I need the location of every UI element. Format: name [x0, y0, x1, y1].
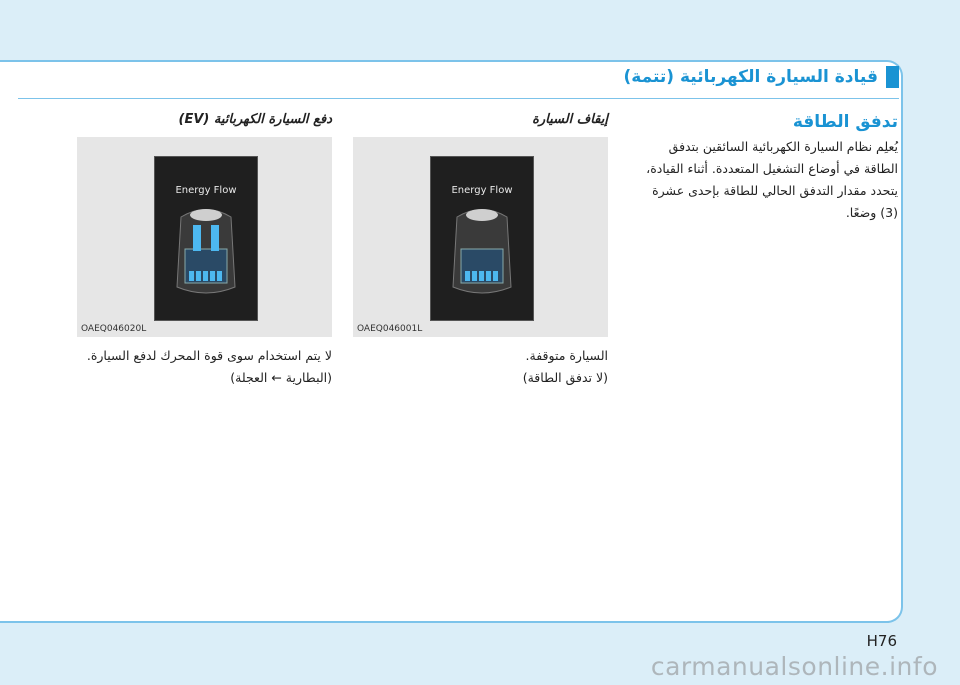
ev-propulsion-figure	[77, 137, 332, 337]
energy-flow-section	[638, 112, 898, 224]
page-number: H76	[866, 632, 897, 650]
energy-flow-heading: تدفق الطاقة	[792, 112, 898, 132]
ev-propulsion-section	[76, 112, 332, 389]
ev-propulsion-heading: دفع السيارة الكهربائية (EV)	[178, 112, 332, 127]
body-line: يُعلِم نظام السيارة الكهربائية السائقين بتدفق	[668, 139, 898, 154]
caption-line: لا يتم استخدام سوى قوة المحرك لدفع السيارة.	[86, 348, 332, 363]
watermark: carmanualsonline.info	[650, 652, 938, 681]
caption-line: السيارة متوقفة.	[525, 348, 608, 363]
figure-code: OAEQ046020L	[81, 324, 147, 334]
body-line: يتحدد مقدار التدفق الحالي للطاقة بإحدى عشرة	[652, 183, 898, 198]
screen-title: Energy Flow	[175, 185, 237, 196]
vehicle-stop-heading: إيقاف السيارة	[532, 112, 608, 127]
vehicle-stop-figure	[353, 137, 608, 337]
vehicle-stop-section	[352, 112, 608, 389]
figure-code: OAEQ046001L	[357, 324, 423, 334]
header-divider	[18, 98, 899, 99]
vehicle-stop-caption	[352, 345, 608, 389]
body-line: (3) وضعًا.	[845, 205, 898, 220]
energy-flow-screen	[430, 156, 534, 321]
ev-propulsion-caption	[76, 345, 332, 389]
header-accent-bar	[886, 66, 899, 88]
section-title: قيادة السيارة الكهربائية (تتمة)	[623, 67, 878, 87]
caption-line: (البطارية ← العجلة)	[230, 370, 332, 385]
energy-flow-body	[638, 136, 898, 224]
car-battery-diagram	[155, 157, 257, 320]
car-battery-diagram	[431, 157, 533, 320]
caption-line: (لا تدفق الطاقة)	[522, 370, 608, 385]
energy-flow-screen	[154, 156, 258, 321]
body-line: الطاقة في أوضاع التشغيل المتعددة. أثناء القيادة،	[646, 161, 898, 176]
section-header	[624, 66, 900, 88]
screen-title: Energy Flow	[451, 185, 513, 196]
